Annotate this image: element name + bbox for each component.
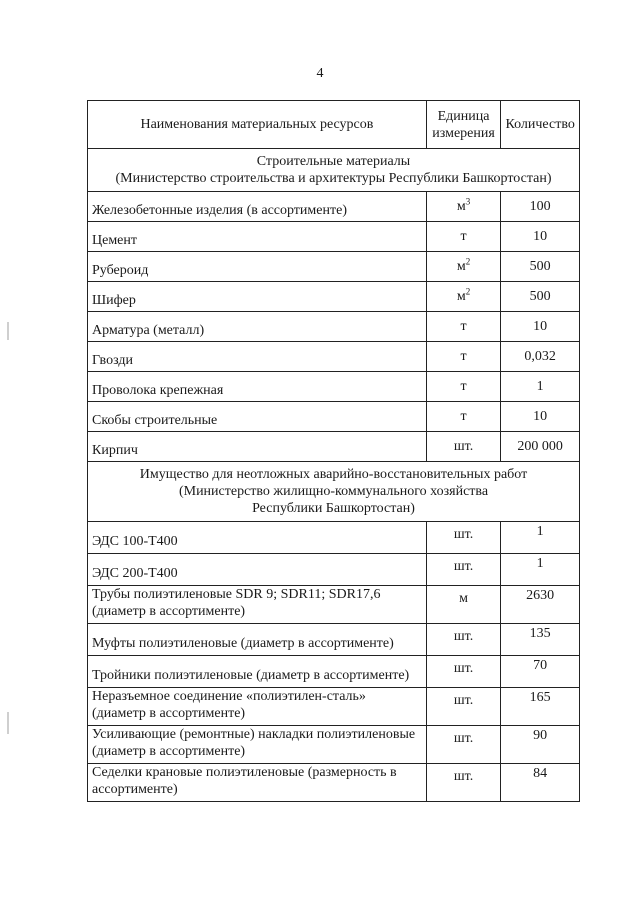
quantity-cell: 135	[501, 624, 580, 656]
page-number: 4	[316, 66, 324, 81]
unit-text: т	[460, 379, 467, 394]
table-row	[88, 586, 580, 624]
table-row	[88, 656, 580, 688]
unit-text: т	[460, 229, 467, 244]
unit-text: т	[460, 349, 467, 364]
quantity-cell: 100	[501, 192, 580, 222]
unit-exponent: 3	[465, 196, 471, 207]
section-line: Строительные материалы	[256, 154, 411, 169]
table-row	[88, 312, 580, 342]
quantity-cell: 10	[501, 402, 580, 432]
section-line: Республики Башкортостан)	[252, 501, 415, 516]
quantity-cell: 500	[501, 282, 580, 312]
quantity-cell: 10	[501, 312, 580, 342]
resource-name: Неразъемное соединение «полиэтилен-сталь» (диаметр в ассортименте)	[88, 688, 427, 726]
table-row	[88, 726, 580, 764]
resource-name: ЭДС 100-Т400	[88, 522, 427, 554]
resource-name: Седелки крановые полиэтиленовые (размерность в ассортименте)	[88, 764, 427, 802]
quantity-cell: 2630	[501, 586, 580, 624]
resource-name: Рубероид	[88, 252, 427, 282]
unit-text: т	[460, 319, 467, 334]
header-qty: Количество	[501, 101, 580, 149]
resource-name: Трубы полиэтиленовые SDR 9; SDR11; SDR17,6 (диаметр в ассортименте)	[88, 586, 427, 624]
unit-cell	[426, 252, 500, 282]
section-header-construction	[88, 149, 580, 192]
quantity-cell: 200 000	[501, 432, 580, 462]
quantity-cell: 1	[501, 372, 580, 402]
resource-name: Проволока крепежная	[88, 372, 427, 402]
resource-name: Тройники полиэтиленовые (диаметр в ассортименте)	[88, 656, 427, 688]
binder-mark	[7, 322, 9, 340]
header-unit-line1: Единица	[437, 108, 490, 124]
resource-name: Шифер	[88, 282, 427, 312]
resource-name: Муфты полиэтиленовые (диаметр в ассортименте)	[88, 624, 427, 656]
quantity-cell: 500	[501, 252, 580, 282]
table-row	[88, 222, 580, 252]
table-row	[88, 282, 580, 312]
resource-name: Гвозди	[88, 342, 427, 372]
resource-name: Арматура (металл)	[88, 312, 427, 342]
header-name: Наименования материальных ресурсов	[88, 101, 427, 149]
quantity-cell: 165	[501, 688, 580, 726]
table-row	[88, 372, 580, 402]
unit-cell: шт.	[426, 726, 500, 764]
unit-cell: шт.	[426, 688, 500, 726]
resource-name: Цемент	[88, 222, 427, 252]
table-row	[88, 402, 580, 432]
resource-name: ЭДС 200-Т400	[88, 554, 427, 586]
unit-cell	[426, 192, 500, 222]
header-unit-line2: измерения	[432, 125, 495, 141]
table-row	[88, 522, 580, 554]
unit-cell: шт.	[426, 554, 500, 586]
resource-name: Скобы строительные	[88, 402, 427, 432]
unit-cell	[426, 372, 500, 402]
section-line: (Министерство жилищно-коммунального хозяйства	[178, 484, 489, 499]
quantity-cell: 70	[501, 656, 580, 688]
quantity-cell: 1	[501, 554, 580, 586]
section-title	[88, 462, 580, 522]
unit-cell: шт.	[426, 522, 500, 554]
unit-text: м	[456, 289, 466, 304]
quantity-cell: 0,032	[501, 342, 580, 372]
resource-name: Усиливающие (ремонтные) накладки полиэтиленовые (диаметр в ассортименте)	[88, 726, 427, 764]
section-title	[88, 149, 580, 192]
header-unit	[426, 101, 500, 149]
unit-text: м	[456, 199, 466, 214]
table-row	[88, 554, 580, 586]
unit-cell: шт.	[426, 764, 500, 802]
unit-cell	[426, 222, 500, 252]
quantity-cell: 90	[501, 726, 580, 764]
quantity-cell: 84	[501, 764, 580, 802]
unit-cell: шт.	[426, 624, 500, 656]
unit-cell	[426, 342, 500, 372]
unit-text: т	[460, 409, 467, 424]
unit-cell	[426, 282, 500, 312]
unit-text: м	[456, 259, 466, 274]
resource-name: Железобетонные изделия (в ассортименте)	[88, 192, 427, 222]
resource-name: Кирпич	[88, 432, 427, 462]
table-row	[88, 764, 580, 802]
table-row	[88, 688, 580, 726]
section-line: Имущество для неотложных аварийно-восстановительных работ	[139, 467, 528, 482]
binder-mark	[7, 712, 9, 734]
unit-exponent: 2	[465, 256, 471, 267]
table-row	[88, 252, 580, 282]
table-row	[88, 342, 580, 372]
unit-cell: м	[426, 586, 500, 624]
unit-exponent: 2	[465, 286, 471, 297]
quantity-cell: 10	[501, 222, 580, 252]
table-header-row	[88, 101, 580, 149]
resources-table	[87, 100, 580, 802]
section-line: (Министерство строительства и архитектуры Республики Башкортостан)	[115, 171, 552, 186]
unit-cell	[426, 402, 500, 432]
table-row	[88, 432, 580, 462]
unit-cell: шт.	[426, 656, 500, 688]
unit-cell	[426, 312, 500, 342]
table-row	[88, 192, 580, 222]
section-header-housing	[88, 462, 580, 522]
unit-text: шт.	[453, 439, 474, 454]
quantity-cell: 1	[501, 522, 580, 554]
table-row	[88, 624, 580, 656]
unit-cell	[426, 432, 500, 462]
